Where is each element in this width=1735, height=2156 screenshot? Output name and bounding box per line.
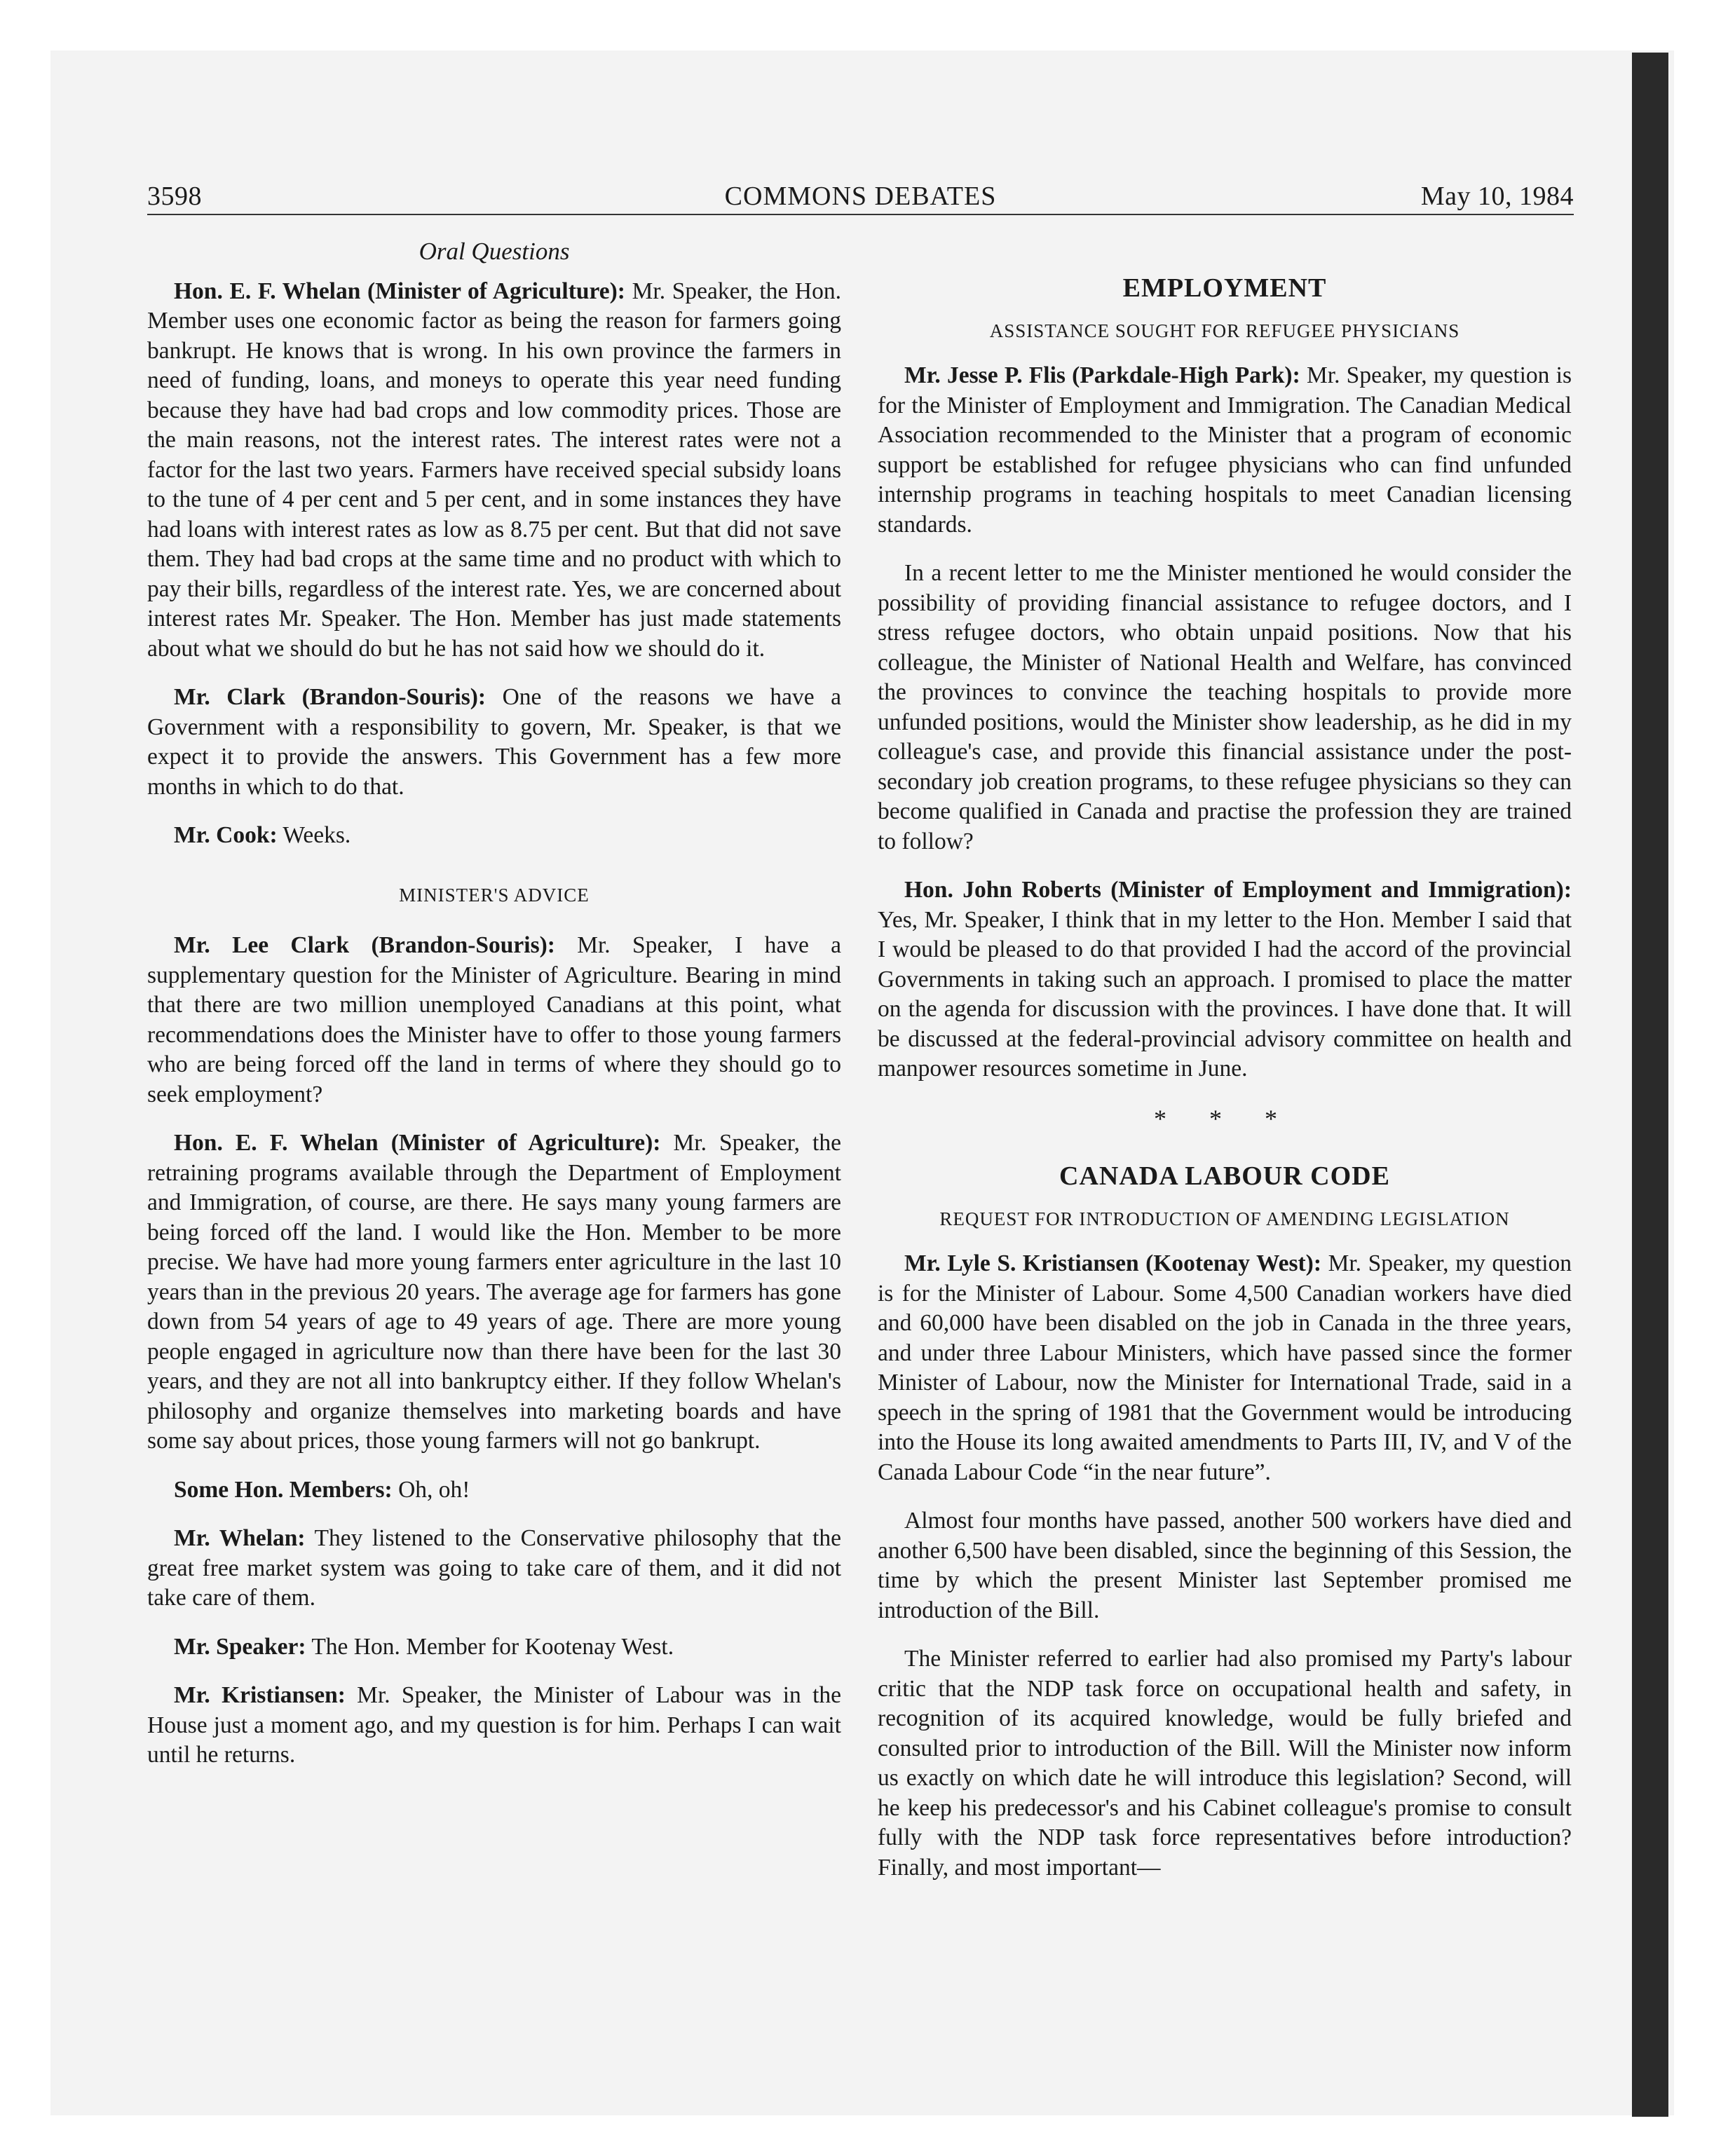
speech-paragraph	[147, 1681, 841, 1770]
speech-text: The Hon. Member for Kootenay West.	[306, 1633, 674, 1660]
speech-text: Mr. Speaker, the retraining programs available through the Department of Employment and Immigration, of course, are there. He says many young farmers are being forced off the land. I would like the Hon. Member to be more precise. We have had more young farmers enter agriculture in the last 10 years than in the previous 20 years. The average age for farmers has gone down from 54 years of age to 49 years of age. There are more young people engaged in agriculture now than there have been for the last 30 years, and they are not all into bankruptcy either. If they follow Whelan's philosophy and organize themselves into marketing boards and have some say about prices, those young farmers will not go bankrupt.	[147, 1130, 841, 1454]
speech-paragraph: Almost four months have passed, another 500 workers have died and another 6,500 have been disabled, since the beginning of this Session, the time by which the present Minister last September promised me introduction of the Bill.	[878, 1508, 1572, 1623]
speaker-name: Hon. E. F. Whelan (Minister of Agriculture):	[174, 1130, 661, 1156]
speech-paragraph	[147, 1632, 841, 1663]
speech-text: Mr. Speaker, the Hon. Member uses one economic factor as being the reason for farmers going bankrupt. He knows that is wrong. In his own province the farmers in need of funding, loans, and moneys to operate this year need funding because they have had bad crops and low commodity prices. Those are the main reasons, not the interest rates. The interest rates were not a factor for the last two years. Farmers have received special subsidy loans to the tune of 4 per cent and 5 per cent, and in some instances they have had loans with interest rates as low as 8.75 per cent. But that did not save them. They had bad crops at the same time and no product with which to pay their bills, regardless of the interest rate. Yes, we are concerned about interest rates Mr. Speaker. The Hon. Member has just made statements about what we should do but he has not said how we should do it.	[147, 278, 841, 662]
page-header	[147, 181, 1574, 216]
speech-paragraph: The Minister referred to earlier had also promised my Party's labour critic that the NDP task force on occupational health and safety, in recognition of its acquired knowledge, would be fully briefed and consulted prior to introduction of the Bill. Will the Minister now inform us exactly on which date he will introduce this legislation? Second, will he keep his predecessor's and his Cabinet colleague's promise to consult fully with the NDP task force representatives before introduction? Finally, and most important—	[878, 1646, 1572, 1881]
publication-title: COMMONS DEBATES	[724, 182, 997, 211]
speech-paragraph	[147, 277, 841, 664]
speaker-name: Some Hon. Members:	[174, 1476, 393, 1503]
speaker-name: Hon. John Roberts (Minister of Employment and Immigration):	[904, 877, 1572, 903]
speaker-name: Mr. Jesse P. Flis (Parkdale-High Park):	[904, 362, 1300, 388]
section-title: EMPLOYMENT	[1122, 273, 1327, 303]
speaker-name: Mr. Lyle S. Kristiansen (Kootenay West):	[904, 1250, 1321, 1276]
speech-paragraph: In a recent letter to me the Minister mentioned he would consider the possibility of providing financial assistance to refugee doctors, and I stress refugee doctors, who obtain unpaid positions. Now that his colleague, the Minister of National Health and Welfare, has convinced the provinces to convince the teaching hospitals to provide more unfunded positions, would the Minister show leadership, as he did in my colleague's case, and provide this financial assistance under the post-secondary job creation programs, to these refugee physicians so they can become qualified in Canada and practise the profession they are trained to follow?	[878, 560, 1572, 854]
speaker-name: Mr. Cook:	[174, 822, 278, 848]
speech-text: Yes, Mr. Speaker, I think that in my letter to the Hon. Member I said that I would be pleased to do that provided I had the accord of the provincial Governments in taking such an approach. I promised to place the matter on the agenda for discussion with the provinces. I have done that. It will be discussed at the federal-provincial advisory committee on health and manpower resources sometime in June.	[878, 906, 1572, 1082]
speech-text: Weeks.	[277, 822, 351, 848]
header-rule	[147, 214, 1574, 215]
speech-text: Mr. Speaker, I have a supplementary question for the Minister of Agriculture. Bearing in mind that there are two million unemployed Canadians at this point, what recommendations does the Minister have to offer to those young farmers who are being forced off the land in terms of where they should go to seek employment?	[147, 932, 841, 1107]
right-column	[878, 231, 1572, 1902]
speech-text: Mr. Speaker, my question is for the Minister of Employment and Immigration. The Canadian Medical Association recommended to the Minister that a program of economic support be established for refugee physicians who can find unfunded internship programs in teaching hospitals to meet Canadian licensing standards.	[878, 362, 1572, 538]
publication-date: May 10, 1984	[1420, 182, 1574, 211]
speech-text: Oh, oh!	[392, 1476, 470, 1503]
speaker-name: Mr. Lee Clark (Brandon-Souris):	[174, 932, 555, 958]
page-number: 3598	[147, 182, 202, 211]
speech-paragraph	[878, 1249, 1572, 1487]
speech-paragraph	[147, 821, 841, 851]
speech-text: One of the reasons we have a Government with a responsibility to govern, Mr. Speaker, is that we expect it to provide the answers. This Government has a few more months in which to do that.	[147, 684, 841, 800]
speech-paragraph	[147, 1524, 841, 1613]
speech-paragraph	[147, 683, 841, 802]
speaker-name: Mr. Speaker:	[174, 1633, 306, 1660]
section-label: Oral Questions	[419, 238, 570, 265]
section-separator: * * *	[1154, 1104, 1295, 1133]
speech-paragraph	[878, 875, 1572, 1084]
speech-paragraph	[878, 361, 1572, 540]
speaker-name: Mr. Kristiansen:	[174, 1682, 346, 1708]
subsection-heading: REQUEST FOR INTRODUCTION OF AMENDING LEGISLATION	[939, 1208, 1510, 1229]
section-title: CANADA LABOUR CODE	[1059, 1161, 1390, 1191]
speech-text: Mr. Speaker, my question is for the Minister of Labour. Some 4,500 Canadian workers have died and 60,000 have been disabled on the job in Canada in the three years, and under three Labour Ministers, which have passed since the former Minister of Labour, now the Minister for International Trade, said in a speech in the spring of 1981 that the Government would be introducing into the House its long awaited amendments to Parts III, IV, and V of the Canada Labour Code “in the near future”.	[878, 1250, 1572, 1485]
speech-paragraph	[147, 1475, 841, 1506]
speech-text: They listened to the Conservative philosophy that the great free market system was going to take care of them, and it did not take care of them.	[147, 1525, 841, 1611]
speaker-name: Mr. Whelan:	[174, 1525, 306, 1551]
speech-paragraph	[147, 1128, 841, 1456]
speech-paragraph	[147, 931, 841, 1110]
speaker-name: Mr. Clark (Brandon-Souris):	[174, 684, 487, 710]
left-column	[147, 231, 841, 1789]
subsection-heading: ASSISTANCE SOUGHT FOR REFUGEE PHYSICIANS	[989, 320, 1460, 341]
scan-edge-shadow	[1632, 53, 1668, 2117]
speech-text: Mr. Speaker, the Minister of Labour was in the House just a moment ago, and my question is for him. Perhaps I can wait until he returns.	[147, 1682, 841, 1768]
subsection-heading: MINISTER'S ADVICE	[399, 884, 590, 906]
speaker-name: Hon. E. F. Whelan (Minister of Agriculture):	[174, 278, 625, 304]
